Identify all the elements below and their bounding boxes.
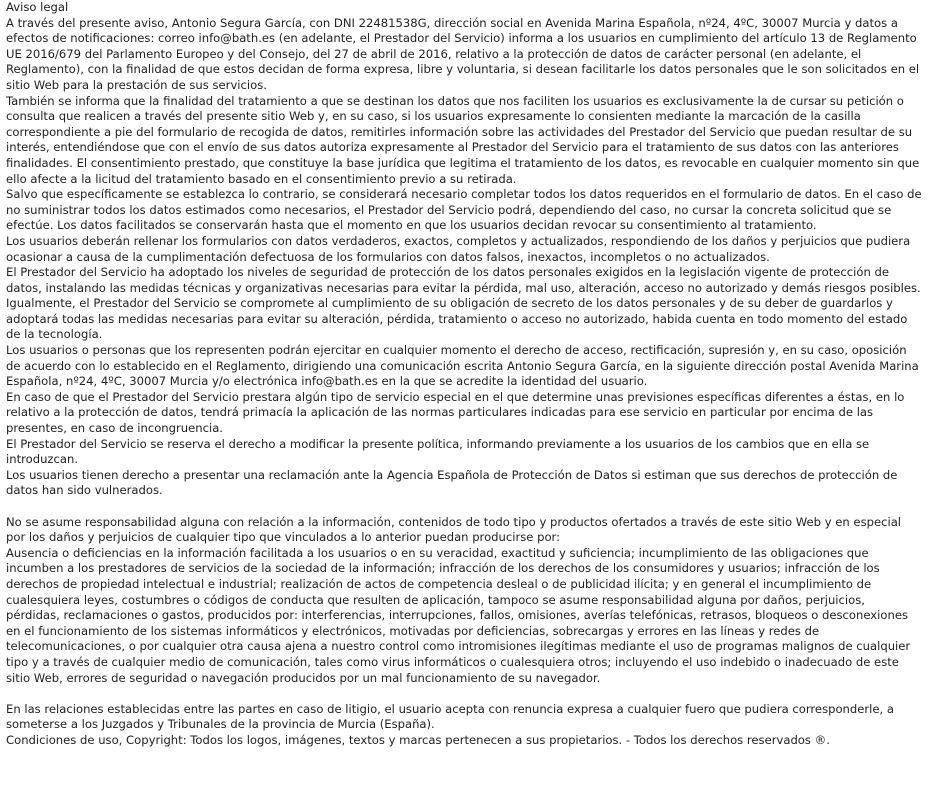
jurisdiction-paragraph: En las relaciones establecidas entre las partes en caso de litigio, el usuario acepta con renuncia expresa a cualquier fuero que pudiera corresponderle, a someterse a los Juzgados y Tribunales de la provincia de Murcia (España). [6,701,894,732]
privacy-paragraph: Los usuarios tienen derecho a presentar una reclamación ante la Agencia Española de Protección de Datos si estiman que sus derechos de protección de datos han sido vulnerados. [6,467,898,498]
privacy-paragraph: Salvo que específicamente se establezca lo contrario, se considerará necesario completar todos los datos requeridos en el formulario de datos. En el caso de no suministrar todos los datos estimados como necesarios, el Prestador del Servicio podrá, dependiendo del caso, no cursar la concreta solicitud que se efectúe. Los datos facilitados se conservarán hasta que el momento en que los usuarios decidan revocar su consentimiento al tratamiento. [6,187,922,233]
privacy-paragraph: Igualmente, el Prestador del Servicio se compromete al cumplimiento de su obligación de secreto de los datos personales y de su deber de guardarlos y adoptará todas las medidas necesarias para evitar su alteración, pérdida, tratamiento o acceso no autorizado, habida cuenta en todo momento del estado de la tecnología. [6,296,908,342]
privacy-paragraph: El Prestador del Servicio ha adoptado los niveles de seguridad de protección de los datos personales exigidos en la legislación vigente de protección de datos, instalando las medidas técnicas y organizativas necesarias para evitar la pérdida, mal uso, alteración, acceso no autorizado y demás riesgos posibles. [6,265,921,295]
liability-intro: No se asume responsabilidad alguna con relación a la información, contenidos de todo tipo y productos ofertados a través de este sitio Web y en especial por los daños y perjuicios de cualquier tipo que vinculados a lo anterior puedan producirse por: [6,514,902,545]
privacy-paragraph: Los usuarios o personas que los representen podrán ejercitar en cualquier momento el derecho de acceso, rectificación, supresión y, en su caso, oposición de acuerdo con lo establecido en el Reglamento, dirigiendo una comunicación escrita Antonio Segura García, en la siguiente dirección postal Avenida Marina Española, nº24, 4ºC, 30007 Murcia y/o electrónica info@bath.es en la que se acredite la identidad del usuario. [6,343,919,389]
conditions-of-use: Condiciones de uso, Copyright: Todos los logos, imágenes, textos y marcas pertenecen a sus propietarios. - Todos los derechos reservados ®. [6,732,830,747]
page-title: Aviso legal [6,0,69,14]
privacy-paragraph: A través del presente aviso, Antonio Segura García, con DNI 22481538G, dirección social en Avenida Marina Española, nº24, 4ºC, 30007 Murcia y datos a efectos de notificaciones: correo info@bath.es (en adelante, el Prestador del Servicio) informa a los usuarios en cumplimiento del artículo 13 de Reglamento UE 2016/679 del Parlamento Europeo y del Consejo, del 27 de abril de 2016, relativo a la protección de datos de carácter personal (en adelante, el Reglamento), con la finalidad de que estos decidan de forma expresa, libre y voluntaria, si desean facilitarle los datos personales que le son solicitados en el sitio Web para la prestación de sus servicios. [6,15,920,92]
privacy-paragraph: El Prestador del Servicio se reserva el derecho a modificar la presente política, informando previamente a los usuarios de los cambios que en ella se introduzcan. [6,436,870,467]
privacy-paragraph: Los usuarios deberán rellenar los formularios con datos verdaderos, exactos, completos y actualizados, respondiendo de los daños y perjuicios que pudiera ocasionar a causa de la cumplimentación defectuosa de los formularios con datos falsos, inexactos, incompletos o no actualizados. [6,233,911,264]
paragraph-spacer [6,499,922,515]
paragraph-spacer [6,686,922,702]
liability-detail: Ausencia o deficiencias en la información facilitada a los usuarios o en su veracidad, exactitud y suficiencia; incumplimiento de las obligaciones que incumben a los prestadores de servicios de la sociedad de la información; infracción de los derechos de los consumidores y usuarios; infracción de los derechos de propiedad intelectual e industrial; realización de actos de competencia desleal o de publicidad ilícita; y en general el incumplimiento de cualesquiera leyes, costumbres o códigos de conducta que resulten de aplicación, tampoco se asume responsabilidad alguna por daños, perjuicios, pérdidas, reclamaciones o gastos, producidos por: interferencias, interrupciones, fallos, omisiones, averías telefónicas, retrasos, bloqueos o desconexiones en el funcionamiento de los sistemas informáticos y electrónicos, motivadas por deficiencias, sobrecargas y errores en las líneas y redes de telecomunicaciones, o por cualquier otra causa ajena a nuestro control como intromisiones ilegítimas mediante el uso de programas malignos de cualquier tipo y a través de cualquier medio de comunicación, tales como virus informáticos o cualesquiera otros; incluyendo el uso indebido o inadecuado de este sitio Web, errores de seguridad o navegación producidos por un mal funcionamiento de su navegador. [6,545,911,685]
privacy-paragraph: También se informa que la finalidad del tratamiento a que se destinan los datos que nos faciliten los usuarios es exclusivamente la de cursar su petición o consulta que realicen a través del presente sitio Web y, en su caso, si los usuarios expresamente lo consienten mediante la marcación de la casilla correspondiente a pie del formulario de recogida de datos, remitirles información sobre las actividades del Prestador del Servicio que puedan resultar de su interés, entendiéndose que con el envío de sus datos autoriza expresamente al Prestador del Servicio para el tratamiento de sus datos con las anteriores finalidades. El consentimiento prestado, que constituye la base jurídica que legitima el tratamiento de los datos, es revocable en cualquier momento sin que ello afecte a la licitud del tratamiento basado en el consentimiento previo a su retirada. [6,93,920,186]
privacy-paragraph: En caso de que el Prestador del Servicio prestara algún tipo de servicio especial en el que determine unas previsiones específicas diferentes a éstas, en lo relativo a la protección de datos, tendrá primacía la aplicación de las normas particulares indicadas para ese servicio en particular por encima de las presentes, en caso de incongruencia. [6,389,905,436]
